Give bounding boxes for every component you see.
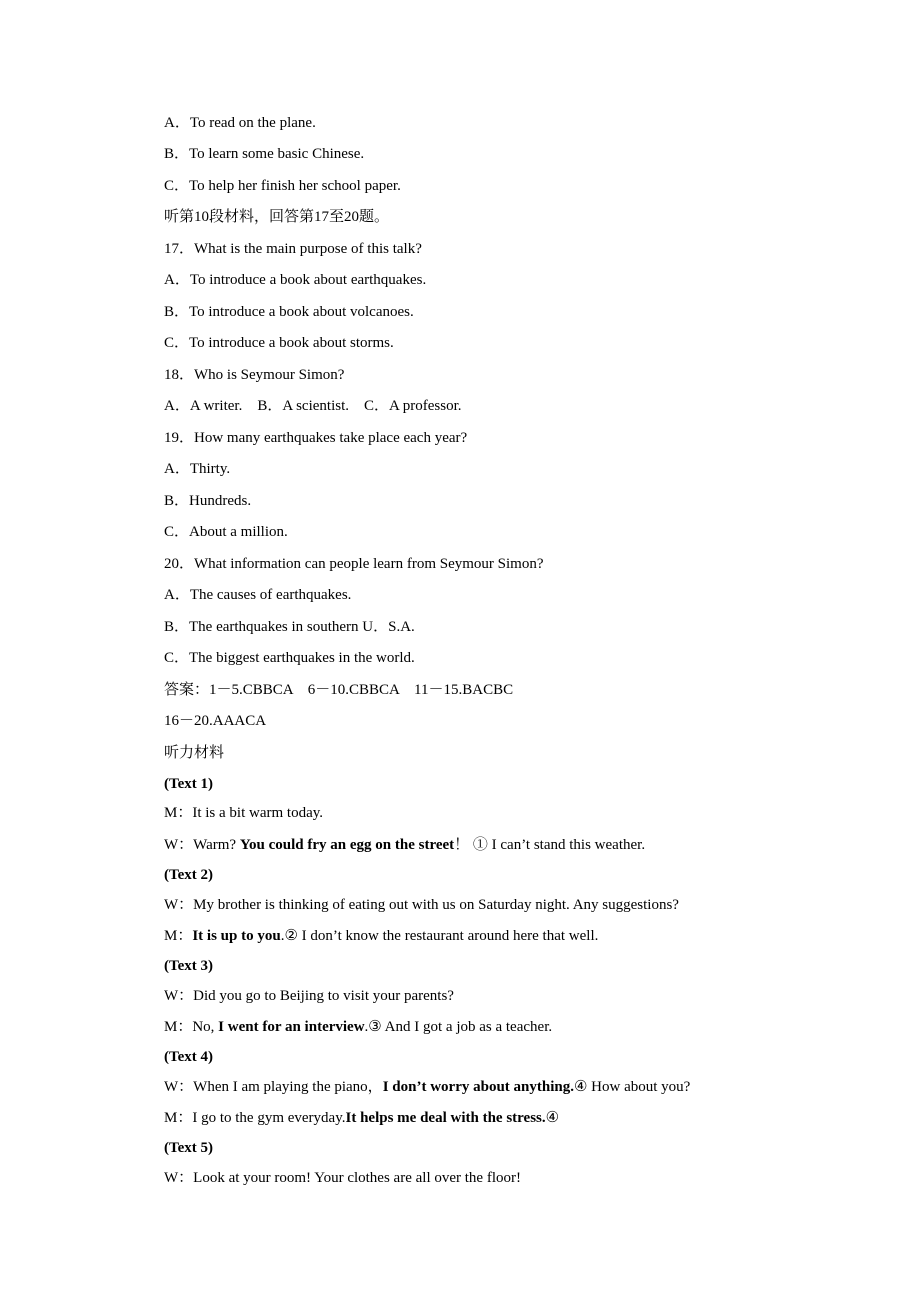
- text-3-line-2-pre: M：No,: [164, 1019, 219, 1035]
- text-3-line-2-bold: I went for an interview: [218, 1019, 365, 1035]
- answer-key-line-1: 答案：1－5.CBBCA 6－10.CBBCA 11－15.BACBC: [164, 682, 514, 698]
- text-2-line-2-post: .② I don’t know the restaurant around here that well.: [280, 928, 599, 944]
- q19-option-c: C．About a million.: [164, 524, 288, 540]
- q17-option-b: B．To introduce a book about volcanoes.: [164, 304, 414, 320]
- q19-question: 19．How many earthquakes take place each year?: [164, 430, 468, 446]
- text-4-line-1-post: ④ How about you?: [573, 1079, 691, 1095]
- text-4-line-1: [164, 1078, 690, 1096]
- q18-question: 18．Who is Seymour Simon?: [164, 367, 345, 383]
- text-2-line-2-bold: It is up to you: [192, 928, 281, 944]
- text-2-label: (Text 2): [164, 867, 214, 883]
- transcript-heading: 听力材料: [164, 745, 225, 761]
- text-4-line-2-pre: M：I go to the gym everyday.: [164, 1110, 346, 1126]
- text-2-line-1: W：My brother is thinking of eating out with us on Saturday night. Any suggestions?: [164, 897, 679, 913]
- text-1-line-2-post: ！ ① I can’t stand this weather.: [454, 837, 646, 853]
- text-1-line-2-pre: W：Warm?: [164, 837, 240, 853]
- text-3-line-1: W：Did you go to Beijing to visit your parents?: [164, 988, 454, 1004]
- q16-option-b: B．To learn some basic Chinese.: [164, 146, 365, 162]
- q19-option-b: B．Hundreds.: [164, 493, 252, 509]
- text-4-line-2-post: ④: [545, 1110, 560, 1126]
- text-5-line-1: W：Look at your room! Your clothes are all over the floor!: [164, 1170, 521, 1186]
- text-4-line-2: [164, 1109, 559, 1127]
- q18-options: A．A writer. B．A scientist. C．A professor.: [164, 398, 462, 414]
- text-3-line-2-post: .③ And I got a job as a teacher.: [364, 1019, 553, 1035]
- q20-option-c: C．The biggest earthquakes in the world.: [164, 650, 415, 666]
- text-3-line-2: [164, 1018, 552, 1036]
- text-2-line-2: [164, 927, 598, 945]
- text-4-line-1-pre: W：When I am playing the piano，: [164, 1079, 383, 1095]
- text-4-label: (Text 4): [164, 1049, 214, 1065]
- text-1-line-1: M：It is a bit warm today.: [164, 805, 324, 821]
- q20-option-b: B．The earthquakes in southern U．S.A.: [164, 619, 415, 635]
- text-1-line-2-bold: You could fry an egg on the street: [239, 837, 455, 853]
- text-4-line-2-bold: It helps me deal with the stress.: [345, 1110, 546, 1126]
- text-1-line-2: [164, 836, 645, 854]
- text-4-line-1-bold: I don’t worry about anything.: [382, 1079, 574, 1095]
- section-10-instruction: 听第10段材料，回答第17至20题。: [164, 209, 390, 225]
- q20-question: 20．What information can people learn from Seymour Simon?: [164, 556, 544, 572]
- q17-option-a: A．To introduce a book about earthquakes.: [164, 272, 427, 288]
- answer-key-line-2: 16－20.AAACA: [164, 713, 267, 729]
- q17-option-c: C．To introduce a book about storms.: [164, 335, 394, 351]
- q16-option-c: C．To help her finish her school paper.: [164, 178, 401, 194]
- text-3-label: (Text 3): [164, 958, 214, 974]
- text-2-line-2-pre: M：: [164, 928, 193, 944]
- q17-question: 17．What is the main purpose of this talk?: [164, 241, 422, 257]
- q16-option-a: A．To read on the plane.: [164, 115, 316, 131]
- text-5-label: (Text 5): [164, 1140, 214, 1156]
- q20-option-a: A．The causes of earthquakes.: [164, 587, 352, 603]
- q19-option-a: A．Thirty.: [164, 461, 231, 477]
- text-1-label: (Text 1): [164, 776, 214, 792]
